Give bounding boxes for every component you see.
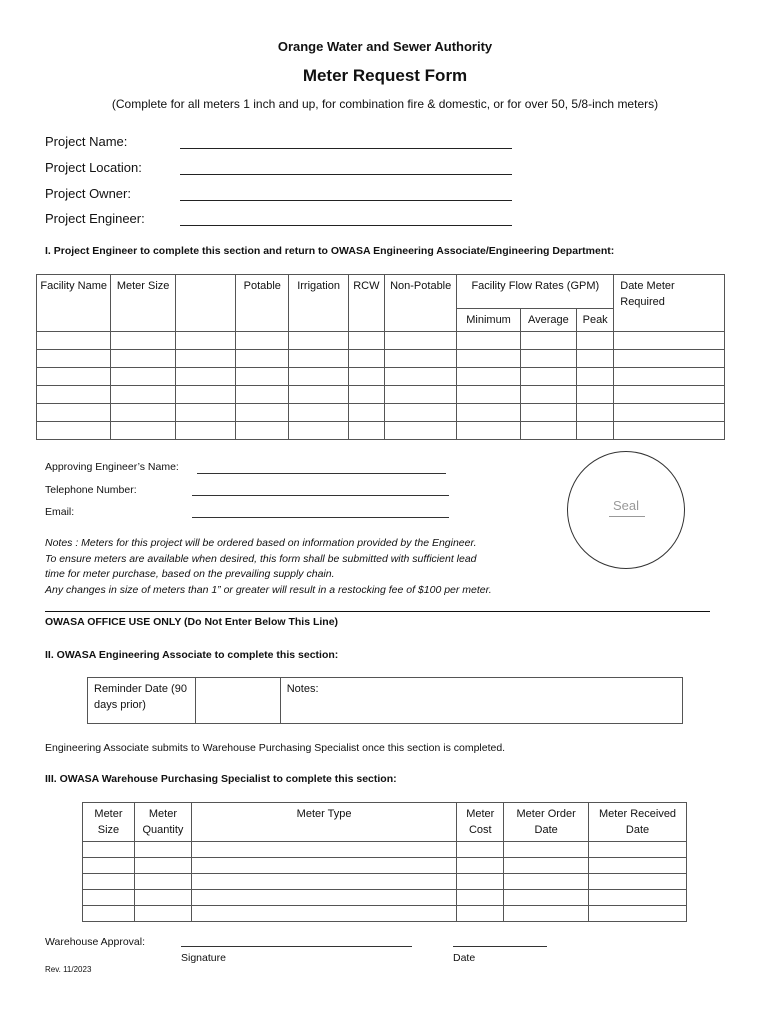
reminder-date-field[interactable] (195, 678, 280, 724)
table-row[interactable] (37, 386, 725, 404)
col-meter-size: Meter Size (111, 275, 175, 332)
table-row[interactable] (83, 858, 687, 874)
date-field[interactable] (453, 946, 547, 947)
col-irrigation: Irrigation (289, 275, 348, 332)
table-row[interactable] (83, 890, 687, 906)
notes-field-label: Notes: (286, 683, 319, 695)
section2-heading: II. OWASA Engineering Associate to complete this section: (45, 649, 339, 661)
notes-line: Any changes in size of meters than 1” or greater will result in a restocking fee of $100 per meter. (45, 583, 492, 596)
seal-label: Seal (612, 498, 640, 513)
signature-label: Signature (181, 952, 226, 964)
telephone-label: Telephone Number: (45, 484, 137, 496)
col-average: Average (520, 309, 576, 332)
project-name-label: Project Name: (45, 134, 128, 149)
table-row[interactable] (83, 842, 687, 858)
form-subtitle: (Complete for all meters 1 inch and up, for combination fire & domestic, or for over 50, 5/8-inch meters) (111, 97, 659, 111)
table-row[interactable] (83, 874, 687, 890)
signature-field[interactable] (181, 946, 412, 947)
project-engineer-field[interactable] (180, 225, 512, 226)
notes-block (45, 536, 492, 598)
section3-heading: III. OWASA Warehouse Purchasing Specialist to complete this section: (45, 773, 397, 785)
col-facility-name: Facility Name (37, 275, 111, 332)
col-non-potable: Non-Potable (384, 275, 456, 332)
table-row[interactable] (83, 906, 687, 922)
seal-circle (567, 451, 685, 569)
notes-field[interactable] (280, 678, 682, 724)
col-rcw: RCW (348, 275, 384, 332)
date-label: Date (453, 952, 476, 964)
office-only-heading: OWASA OFFICE USE ONLY (Do Not Enter Below This Line) (45, 616, 339, 628)
col-wh-meter-cost: Meter Cost (457, 803, 504, 842)
email-field[interactable] (192, 517, 449, 518)
table-row[interactable] (37, 368, 725, 386)
project-engineer-label: Project Engineer: (45, 211, 145, 226)
col-date-required: Date Meter Required (614, 275, 725, 332)
project-name-field[interactable] (180, 148, 512, 149)
notes-line: time for meter purchase, based on the prevailing supply chain. (45, 568, 335, 580)
approving-engineer-field[interactable] (197, 473, 446, 474)
seal-underline (609, 516, 645, 517)
col-wh-meter-type: Meter Type (191, 803, 456, 842)
col-blank (175, 275, 235, 332)
table-row[interactable] (37, 404, 725, 422)
revision-label: Rev. 11/2023 (45, 965, 92, 974)
divider-line (45, 611, 710, 612)
email-label: Email: (45, 506, 75, 518)
table-row[interactable] (37, 350, 725, 368)
notes-line: To ensure meters are available when desired, this form shall be submitted with sufficient lead (45, 552, 477, 565)
form-title: Meter Request Form (302, 66, 468, 85)
section1-heading: I. Project Engineer to complete this section and return to OWASA Engineering Associate/Engineering Department: (45, 245, 615, 257)
col-wh-meter-size: Meter Size (83, 803, 135, 842)
project-owner-label: Project Owner: (45, 186, 131, 201)
facility-table (36, 274, 725, 440)
warehouse-approval-label: Warehouse Approval: (45, 936, 146, 948)
table-row[interactable] (37, 422, 725, 440)
col-potable: Potable (236, 275, 289, 332)
col-minimum: Minimum (457, 309, 520, 332)
col-wh-order-date: Meter Order Date (504, 803, 589, 842)
section2-footer: Engineering Associate submits to Warehouse Purchasing Specialist once this section is completed. (45, 742, 506, 754)
col-flow-rates: Facility Flow Rates (GPM) (457, 275, 614, 309)
notes-line: Notes : Meters for this project will be ordered based on information provided by the Engineer. (45, 537, 477, 549)
telephone-field[interactable] (192, 495, 449, 496)
table-row[interactable] (37, 332, 725, 350)
approving-engineer-label: Approving Engineer’s Name: (45, 461, 179, 473)
reminder-table (87, 677, 683, 724)
reminder-date-label: Reminder Date (90 days prior) (88, 678, 196, 724)
col-wh-meter-quantity: Meter Quantity (134, 803, 191, 842)
col-peak: Peak (577, 309, 614, 332)
organization-name: Orange Water and Sewer Authority (277, 39, 493, 54)
project-location-field[interactable] (180, 174, 512, 175)
warehouse-table (82, 802, 687, 922)
project-owner-field[interactable] (180, 200, 512, 201)
col-wh-received-date: Meter Received Date (589, 803, 687, 842)
project-location-label: Project Location: (45, 160, 142, 175)
